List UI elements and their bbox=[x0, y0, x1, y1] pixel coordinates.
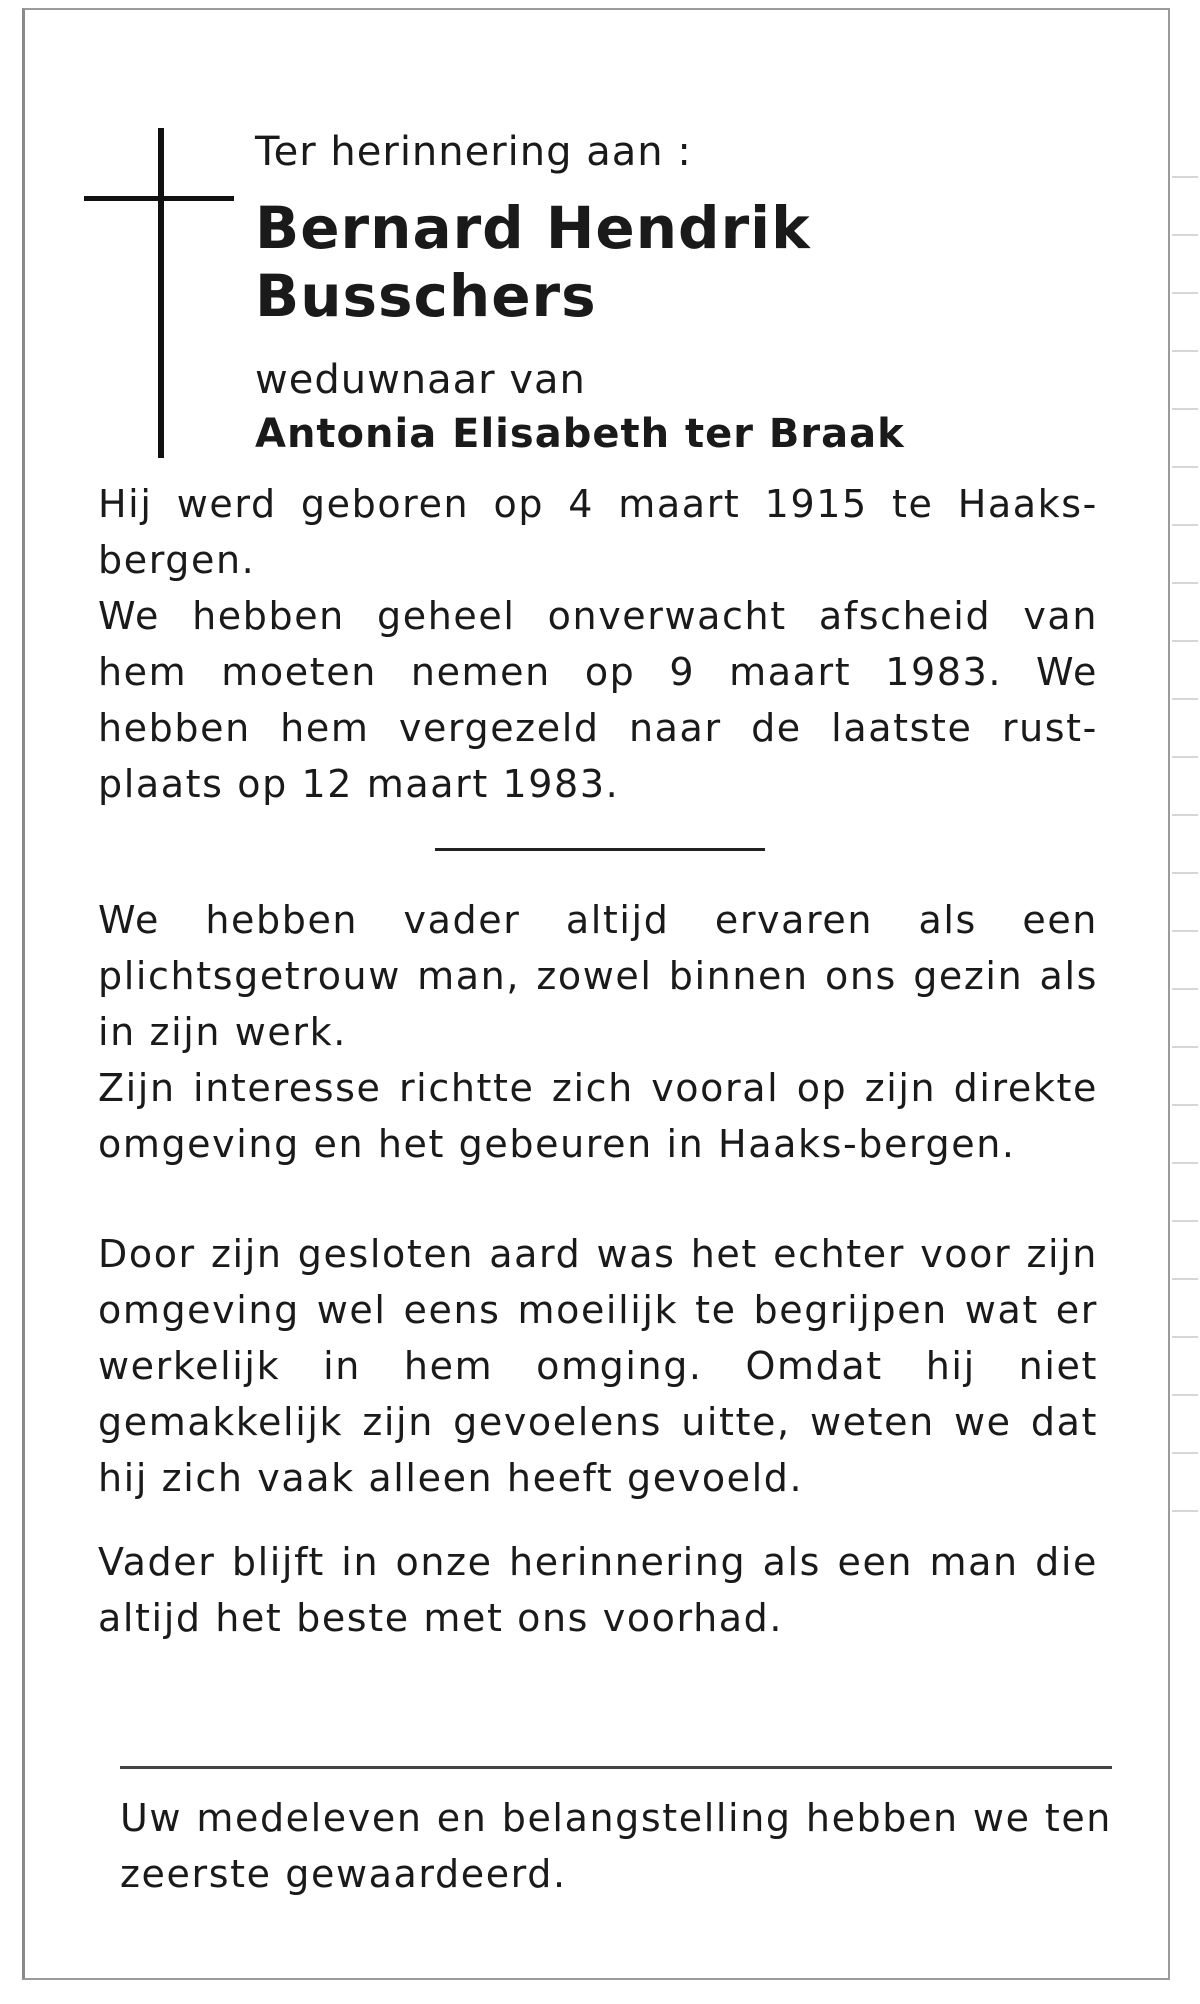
deceased-name-first: Bernard Hendrik bbox=[255, 194, 811, 262]
cross-icon-bar bbox=[84, 196, 234, 201]
character-paragraph: We hebben vader altijd ervaren als een plichtsgetrouw man, zowel binnen ons gezin als in zijn werk. bbox=[98, 898, 1098, 1054]
cross-icon bbox=[158, 128, 164, 458]
farewell-paragraph: We hebben geheel onverwacht afscheid van hem moeten nemen op 9 maart 1983. We hebben hem vergezeld naar de laatste rust-plaats op 12 maart 1983. bbox=[98, 594, 1098, 806]
widower-label: weduwnaar van bbox=[255, 357, 586, 403]
birth-paragraph: Hij werd geboren op 4 maart 1915 te Haaks-bergen. bbox=[98, 482, 1098, 582]
nature-paragraph: Door zijn gesloten aard was het echter voor zijn omgeving wel eens moeilijk te begrijpen wat er werkelijk in hem omging. Omdat hij niet gemakkelijk zijn gevoelens uitte, weten we dat hij zich vaak alleen heeft gevoeld. bbox=[98, 1232, 1098, 1500]
divider bbox=[435, 848, 765, 851]
card-header bbox=[255, 128, 1035, 458]
memory-paragraph: Vader blijft in onze herinnering als een man die altijd het beste met ons voorhad. bbox=[98, 1540, 1098, 1640]
intro-text: Ter herinnering aan : bbox=[255, 129, 692, 175]
thanks-paragraph: Uw medeleven en belangstelling hebben we ten zeerste gewaardeerd. bbox=[120, 1796, 1112, 1896]
scan-edge-marks bbox=[1172, 120, 1198, 1520]
deceased-name-last: Busschers bbox=[255, 262, 597, 330]
interest-paragraph: Zijn interesse richtte zich vooral op zijn direkte omgeving en het gebeuren in Haaks-bergen. bbox=[98, 1066, 1098, 1166]
divider-long bbox=[120, 1766, 1112, 1769]
spouse-name: Antonia Elisabeth ter Braak bbox=[255, 411, 905, 457]
